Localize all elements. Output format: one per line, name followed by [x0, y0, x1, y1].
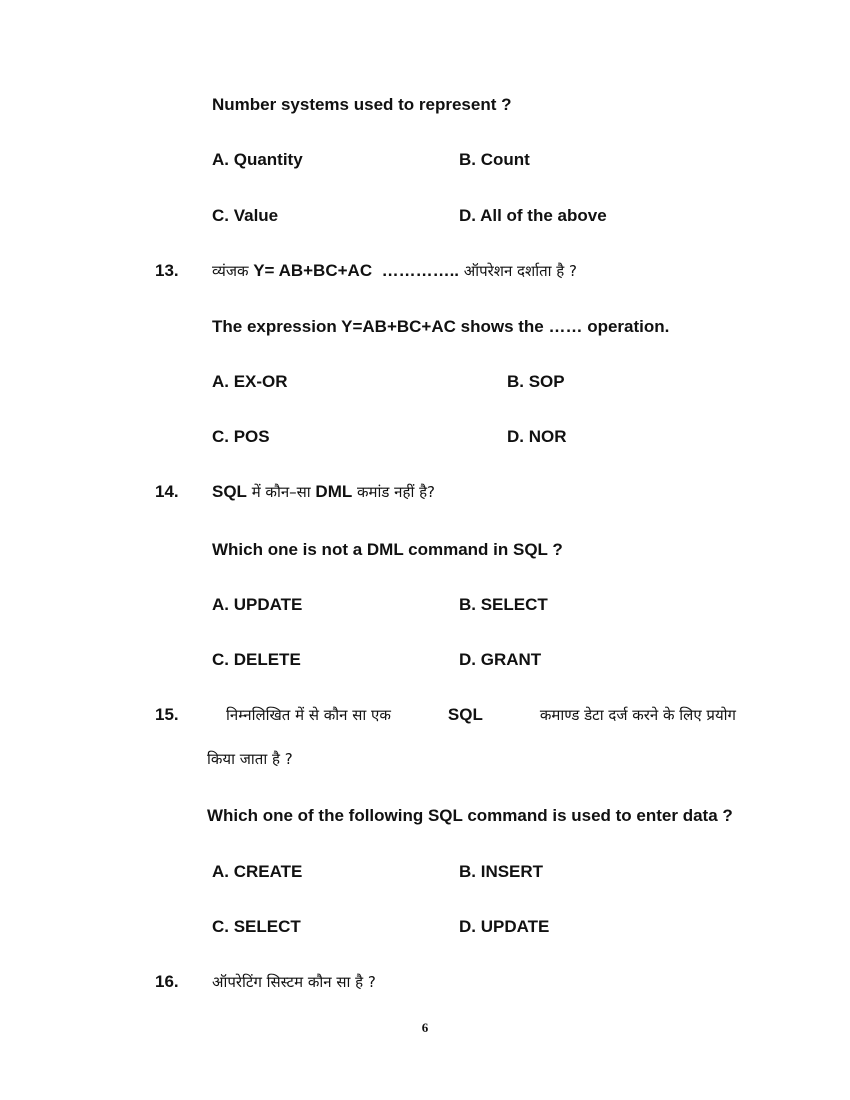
question-14-hindi-end: कमांड नहीं है?: [356, 483, 436, 501]
question-14-english: Which one is not a DML command in SQL ?: [212, 540, 563, 559]
question-13-option-a: A. EX-OR: [212, 372, 288, 391]
question-15-hindi-start: निम्नलिखित में से कौन सा एक: [226, 706, 391, 724]
question-12-option-d: D. All of the above: [459, 206, 607, 225]
question-13-option-c: C. POS: [212, 427, 270, 446]
question-15-option-b: B. INSERT: [459, 862, 544, 881]
question-13-option-b: B. SOP: [507, 372, 565, 391]
question-13-option-d: D. NOR: [507, 427, 567, 446]
question-12-option-c: C. Value: [212, 206, 279, 225]
question-13-number: 13.: [155, 261, 179, 280]
question-12-option-b: B. Count: [459, 150, 530, 169]
question-13-hindi-prefix: व्यंजक: [212, 262, 249, 280]
question-13-hindi: [212, 261, 577, 281]
page-number: 6: [421, 1020, 429, 1035]
question-15-hindi-end: कमाण्ड डेटा दर्ज करने के लिए प्रयोग: [539, 706, 736, 724]
question-13-hindi-suffix: ऑपरेशन दर्शाता है ?: [463, 262, 577, 280]
question-16-hindi: [212, 972, 376, 992]
question-14-option-b: B. SELECT: [459, 595, 548, 614]
question-15-number: 15.: [155, 705, 179, 724]
question-14-hindi-sql: SQL: [212, 482, 247, 501]
question-12-english: Number systems used to represent ?: [212, 95, 512, 114]
question-16-number: 16.: [155, 972, 179, 991]
question-14-hindi: [212, 482, 435, 502]
question-14-option-c: C. DELETE: [212, 650, 301, 669]
question-16-hindi-text: ऑपरेटिंग सिस्टम कौन सा है ?: [212, 973, 376, 991]
question-13-hindi-dots: …………..: [381, 261, 460, 280]
question-15-option-a: A. CREATE: [212, 862, 303, 881]
question-15-hindi-sql: SQL: [447, 705, 483, 724]
question-14-option-d: D. GRANT: [459, 650, 542, 669]
question-14-hindi-dml: DML: [315, 482, 353, 501]
question-14-option-a: A. UPDATE: [212, 595, 303, 614]
question-15-hindi-line-2: [207, 749, 293, 769]
question-14-hindi-mid: में कौन–सा: [251, 483, 311, 501]
question-14-number: 14.: [155, 482, 179, 501]
question-15-option-d: D. UPDATE: [459, 917, 550, 936]
question-15-hindi-line-1: [226, 705, 736, 725]
question-13-hindi-expression: Y= AB+BC+AC: [253, 261, 373, 280]
question-13-english: The expression Y=AB+BC+AC shows the …… operation.: [212, 317, 670, 336]
question-12-option-a: A. Quantity: [212, 150, 303, 169]
question-15-english: Which one of the following SQL command is used to enter data ?: [207, 806, 733, 825]
question-15-option-c: C. SELECT: [212, 917, 301, 936]
question-15-hindi-line-2-text: किया जाता है ?: [207, 750, 293, 768]
